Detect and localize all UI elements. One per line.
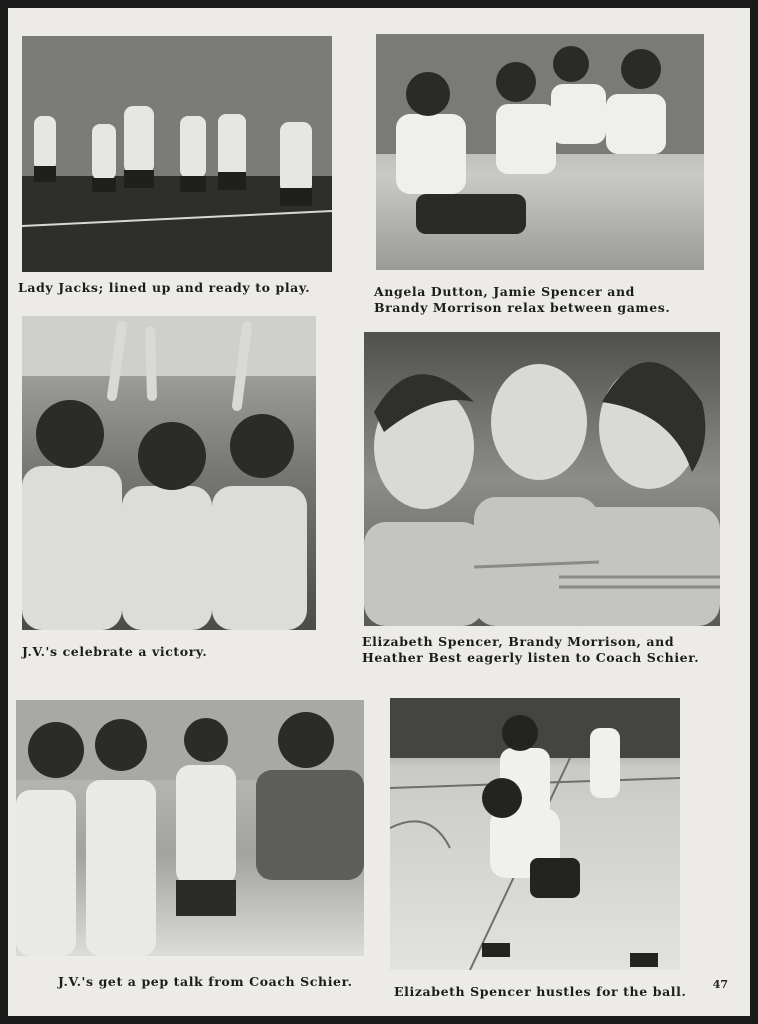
caption-hustle-ball: Elizabeth Spencer hustles for the ball. [394, 984, 687, 999]
yearbook-page [8, 8, 750, 1016]
caption-players-relaxing: Angela Dutton, Jamie Spencer and Brandy Morrison relax between games. [374, 284, 671, 315]
photo-jv-celebrate [22, 316, 316, 630]
caption-jv-celebrate: J.V.'s celebrate a victory. [22, 644, 208, 659]
page-number: 47 [712, 978, 728, 991]
photo-hustle-ball [390, 698, 680, 970]
caption-pep-talk: J.V.'s get a pep talk from Coach Schier. [58, 974, 353, 989]
photo-team-lineup [22, 36, 332, 272]
photo-girls-listening [364, 332, 720, 626]
caption-team-lineup: Lady Jacks; lined up and ready to play. [18, 280, 311, 295]
photo-players-relaxing [376, 34, 704, 270]
photo-pep-talk [16, 700, 364, 956]
caption-girls-listening: Elizabeth Spencer, Brandy Morrison, and Heather Best eagerly listen to Coach Schier. [362, 634, 700, 665]
